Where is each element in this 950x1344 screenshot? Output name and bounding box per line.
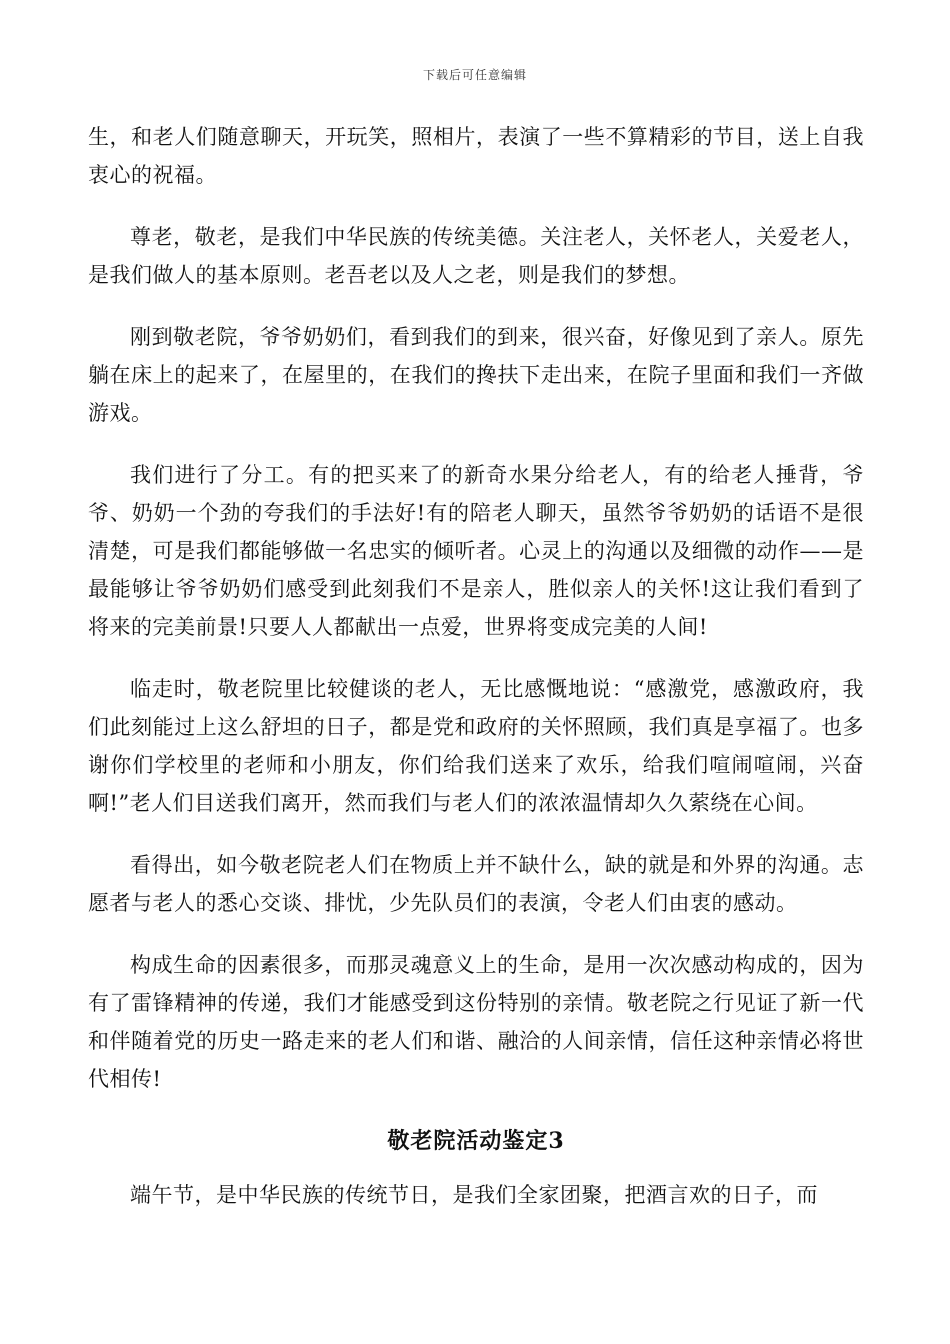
header-note: 下载后可任意编辑 — [422, 68, 527, 82]
paragraph: 我们进行了分工。有的把买来了的新奇水果分给老人，有的给老人捶背，爷爷、奶奶一个劲的夸我们的手法好!有的陪老人聊天，虽然爷爷奶奶的话语不是很清楚，可是我们都能够做一名忠实的倾听者。心灵上的沟通以及细微的动作——是最能够让爷爷奶奶们感受到此刻我们不是亲人，胜似亲人的关怀!这让我们看到了将来的完美前景!只要人人都献出一点爱，世界将变成完美的人间! — [88, 463, 864, 639]
paragraph-continuation: 生，和老人们随意聊天，开玩笑，照相片，表演了一些不算精彩的节目，送上自我衷心的祝福。 — [88, 125, 864, 187]
paragraph: 端午节，是中华民族的传统节日，是我们全家团聚，把酒言欢的日子，而 — [130, 1183, 818, 1207]
paragraph: 临走时，敬老院里比较健谈的老人，无比感慨地说：“感激党，感激政府，我们此刻能过上这么舒坦的日子，都是党和政府的关怀照顾，我们真是享福了。也多谢你们学校里的老师和小朋友，你们给我们送来了欢乐，给我们喧闹喧闹，兴奋啊!”老人们目送我们离开，然而我们与老人们的浓浓温情却久久萦绕在心间。 — [88, 677, 864, 815]
document-body — [88, 118, 864, 1238]
section-title: 敬老院活动鉴定3 — [387, 1128, 565, 1154]
paragraph: 尊老，敬老，是我们中华民族的传统美德。关注老人，关怀老人，关爱老人，是我们做人的基本原则。老吾老以及人之老，则是我们的梦想。 — [88, 225, 864, 287]
paragraph: 刚到敬老院，爷爷奶奶们，看到我们的到来，很兴奋，好像见到了亲人。原先躺在床上的起来了，在屋里的，在我们的搀扶下走出来，在院子里面和我们一齐做游戏。 — [88, 325, 864, 425]
paragraph: 看得出，如今敬老院老人们在物质上并不缺什么，缺的就是和外界的沟通。志愿者与老人的悉心交谈、排忧，少先队员们的表演，令老人们由衷的感动。 — [88, 853, 864, 915]
paragraph: 构成生命的因素很多，而那灵魂意义上的生命，是用一次次感动构成的，因为有了雷锋精神的传递，我们才能感受到这份特别的亲情。敬老院之行见证了新一代和伴随着党的历史一路走来的老人们和谐、融洽的人间亲情，信任这种亲情必将世代相传! — [88, 953, 864, 1091]
